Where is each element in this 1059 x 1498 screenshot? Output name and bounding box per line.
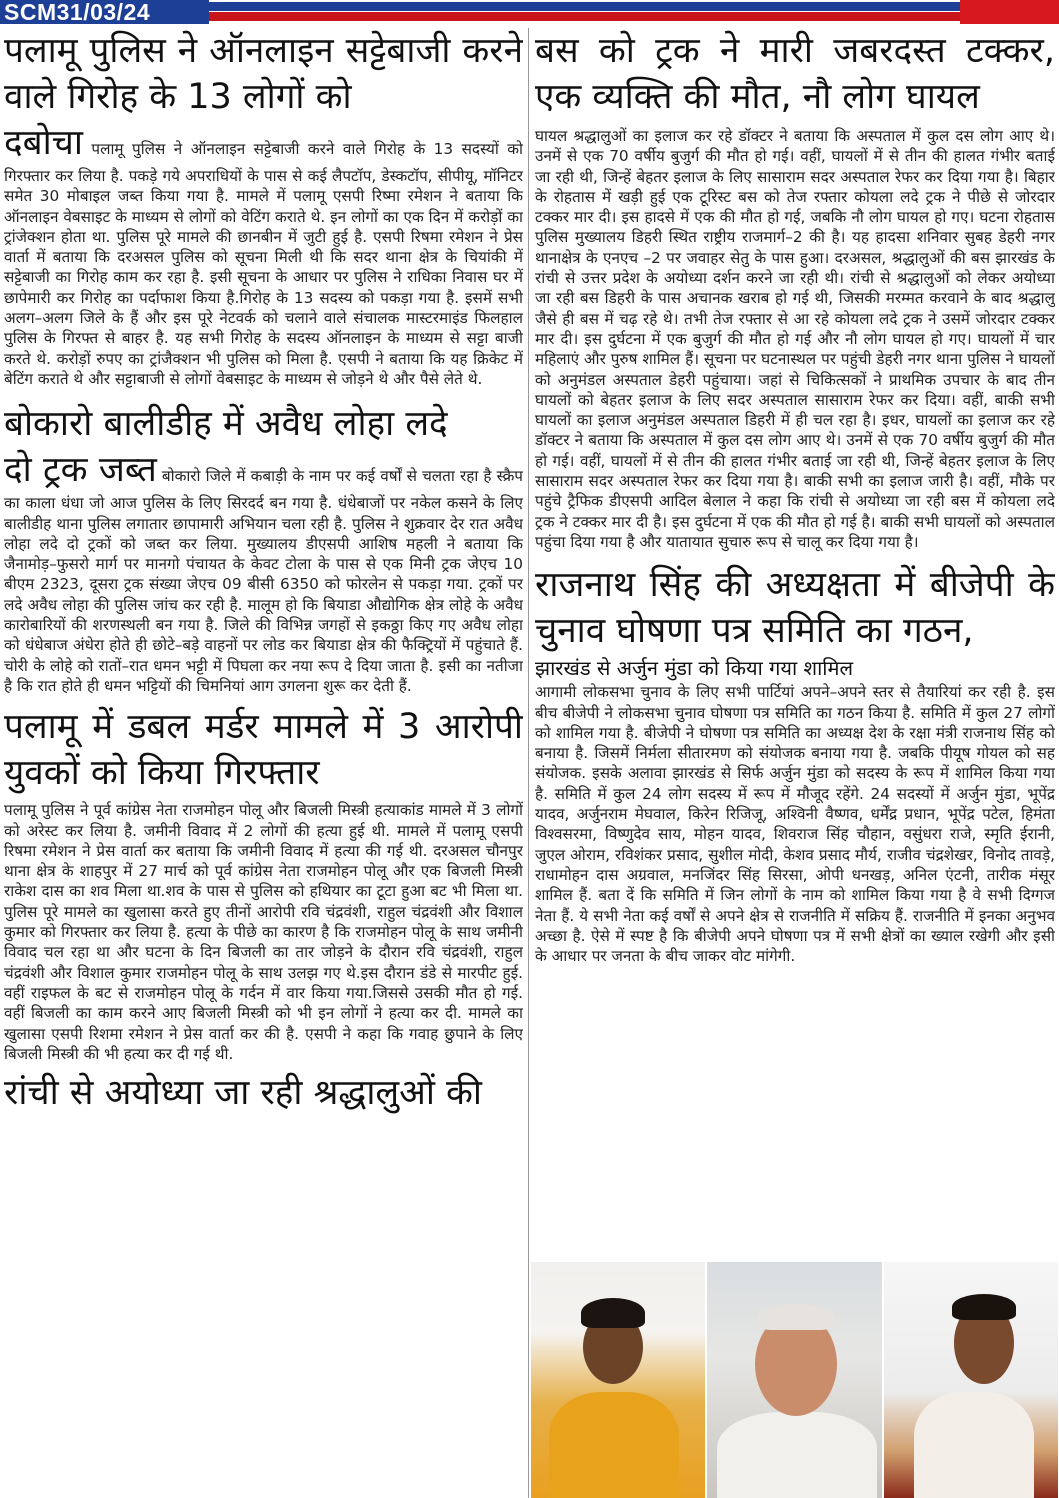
left-column	[4, 28, 523, 1498]
article-text: आगामी लोकसभा चुनाव के लिए सभी पार्टियां अपने–अपने स्तर से तैयारियां कर रही है. इस बीच बीजेपी ने लोकसभा चुनाव घोषणा पत्र समिति का गठन किया है. समिति में कुल 27 लोगों को शामिल गया है. बीजेपी ने घोषणा पत्र समिति का अध्यक्ष देश के रक्षा मंत्री राजनाथ सिंह को बनाया है. जिसमें निर्मला सीतारमण को संयोजक बनाया गया है. जबकि पीयूष गोयल को सह संयोजक. इसके अलावा झारखंड से सिर्फ अर्जुन मुंडा को सदस्य के रूप में शामिल किया गया है. समिति में कुल 24 लोग सदस्य में रूप में मौजूद रहेंगे. 24 सदस्यों में अर्जुन मुंडा, भूपेंद्र यादव, अर्जुनराम मेघवाल, किरेन रिजिजू, अश्विनी वैष्णव, धर्मेंद्र प्रधान, भूपेंद्र पटेल, हिमंता विश्वसरमा, विष्णुदेव साय, मोहन यादव, शिवराज सिंह चौहान, वसुंधरा राजे, स्मृति ईरानी, जुएल ओराम, रविशंकर प्रसाद, सुशील मोदी, केशव प्रसाद मौर्य, राजीव चंद्रशेखर, विनोद तावड़े, राधामोहन दास अग्रवाल, मनजिंदर सिंह सिरसा, ओपी धनखड़, अनिल एंटनी, तारीक मंसूर शामिल हैं. बता दें कि समिति में जिन लोगों के नाम को शामिल किया गया है वे सभी दिग्गज नेता हैं. ये सभी नेता कई वर्षों से अपने क्षेत्र से राजनीति में सक्रिय हैं. राजनीति में इनका अनुभव अच्छा है. ऐसे में स्पष्ट है कि बीजेपी अपने घोषणा पत्र में सभी क्षेत्रों का ख्याल रखेगी और इसी के आधार पर जनता के बीच जाकर वोट मांगेगी.	[535, 683, 1055, 966]
headline-tail: दबोचा	[4, 123, 83, 163]
headline: रांची से अयोध्या जा रही श्रद्धालुओं की	[4, 1073, 482, 1114]
masthead-bar	[0, 0, 1059, 26]
article-palamu-murder	[4, 704, 523, 1064]
photo-leader-2	[707, 1262, 881, 1498]
article-text: पलामू पुलिस ने पूर्व कांग्रेस नेता राजमोहन पोलू और बिजली मिस्त्री हत्याकांड मामले में 3 लोगों को अरेस्ट कर लिया है. जमीनी विवाद में 2 लोगों की हत्या हुई थी. मामले में पलामू एसपी रिषमा रमेशन ने प्रेस वार्ता कर बताया कि जमीनी विवाद में हत्या की गई थी. दरअसल चौनपुर थाना क्षेत्र के शाहपुर में 27 मार्च को पूर्व कांग्रेस नेता राजमोहन पोलू और एक बिजली मिस्त्री राकेश दास का शव मिला था.शव के पास से पुलिस को हथियार का टूटा हुआ बट भी मिला था. पुलिस पूरे मामले का खुलासा करते हुए तीनों आरोपी रवि चंद्रवंशी, राहुल चंद्रवंशी और विशाल कुमार को गिरफ्तार कर लिया है. हत्या के पीछे का कारण है कि राजमोहन पोलू के साथ जमीनी विवाद चल रहा था और घटना के दिन बिजली का तार जोड़ने के दौरान रवि चंद्रवंशी, राहुल चंद्रवंशी और विशाल कुमार राजमोहन पोलू के साथ उलझ गए थे.इस दौरान डंडे से मारपीट हुई. वहीं राइफल के बट से राजमोहन पोलू के गर्दन में वार किया गया.जिससे उसकी मौत हो गई. वहीं बिजली का काम करने आए बिजली मिस्त्री को भी इन लोगों ने हत्या कर दी. मामले का खुलासा एसपी रिशमा रमेशन ने प्रेस वार्ता कर की है. एसपी ने कहा कि गवाह छुपाने के लिए बिजली मिस्त्री की भी हत्या कर दी गई थी.	[4, 801, 523, 1063]
photo-hair	[952, 1294, 1016, 1320]
article-body	[4, 447, 523, 696]
masthead-brand-date: SCM31/03/24	[0, 0, 209, 24]
column-divider	[528, 28, 529, 1498]
article-text: पलामू पुलिस ने ऑनलाइन सट्टेबाजी करने वाले गिरोह के 13 सदस्यों को गिरफ्तार कर लिया है. पकड़े गये अपराधियों के पास से कई लैपटॉप, डेस्कटॉप, सीपीयू, मॉनिटर समेत 30 मोबाइल जब्त किया गया है. मामले में पलामू एसपी रिष्मा रमेशन ने बताया कि ऑनलाइन वेबसाइट के माध्यम से लोगों को वेटिंग कराते थे. इन लोगों का एक दिन में करोड़ों का ट्रांजेक्शन होता था. पुलिस पूरे मामले की छानबीन में जुटी हुई है. एसपी रिषमा रमेशन ने प्रेस वार्ता में बताया कि दरअसल पुलिस को सूचना मिली थी कि सदर थाना क्षेत्र के चियांकी में सट्टेबाजी का गिरोह काम कर रहा है. इसी सूचना के आधार पर पुलिस ने राधिका निवास घर में छापेमारी कर गिरोह का पर्दाफाश किया है.गिरोह के 13 सदस्य को पकड़ा गया है. इसमें सभी अलग–अलग जिले के हैं और इस पूरे नेटवर्क को चलाने वाले संचालक मास्टरमाइंड फिलहाल पुलिस के गिरफ्त से बाहर है. यह सभी गिरोह के सदस्य ऑनलाइन के माध्यम से सट्टा बाजी करते थे. करोड़ों रुपए का ट्रांजैक्शन भी पुलिस को मिला है. एसपी ने बताया कि यह क्रिकेट में बेटिंग कराते थे और सट्टाबाजी से लोगों वेबसाइट के माध्यम से जोड़ने थे और पैसे लेते थे.	[4, 140, 523, 388]
article-text: घायल श्रद्धालुओं का इलाज कर रहे डॉक्टर ने बताया कि अस्पताल में कुल दस लोग आए थे। उनमें से एक 70 वर्षीय बुजुर्ग की मौत हो गई। वहीं, घायलों में से तीन की हालत गंभीर बताई जा रही थी, जिन्हें बेहतर इलाज के लिए सासाराम सदर अस्पताल रेफर कर दिया गया है। बिहार के रोहतास में खड़ी हुई एक टूरिस्ट बस को तेज रफ्तार कोयला लदे ट्रक ने पीछे से जोरदार टक्कर मार दी। इस हादसे में एक की मौत हो गई, जबकि नौ लोग घायल हो गए। घटना रोहतास पुलिस मुख्यालय डिहरी स्थित राष्ट्रीय राजमार्ग–2 की है। यह हादसा शनिवार सुबह डेहरी नगर थानाक्षेत्र के एनएच –2 पर जवाहर सेतु के पास हुआ। दरअसल, श्रद्धालुओं की बस झारखंड के रांची से उत्तर प्रदेश के अयोध्या दर्शन करने जा रही थी। रांची से श्रद्धालुओं को लेकर अयोध्या जा रही बस डिहरी के पास अचानक खराब हो गई थी, जिसकी मरम्मत करवाने के बाद श्रद्धालु जैसे ही बस में चढ़ रहे थे। तभी तेज रफ्तार से आ रहे कोयला लदे ट्रक ने उसमें जोरदार टक्कर मार दी। इस दुर्घटना में एक बुजुर्ग की मौत हो गई और नौ लोग घायल हो गए। घायलों में चार महिलाएं और पुरुष शामिल हैं। सूचना पर घटनास्थल पर पहुंची डेहरी नगर थाना पुलिस ने घायलों को अनुमंडल अस्पताल डेहरी पहुंचाया। जहां से चिकित्सकों ने प्राथमिक उपचार के बाद तीन घायलों को बेहतर इलाज के लिए सदर अस्पताल सासाराम रेफर कर दिया। वहीं, बाकी सभी घायलों का इलाज अनुमंडल अस्पताल डिहरी में ही चल रहा है। इधर, घायलों का इलाज कर रहे डॉक्टर ने बताया कि अस्पताल में कुल दस लोग आए थे। उनमें से एक 70 वर्षीय बुजुर्ग की मौत हो गई। वहीं, घायलों में से तीन की हालत गंभीर बताई जा रही थी, जिन्हें बेहतर इलाज के लिए सासाराम सदर अस्पताल रेफर कर दिया गया है। बाकी सभी का इलाज जारी है। वहीं, मौके पर पहुंचे ट्रैफिक डीएसपी आदिल बेलाल ने कहा कि रांची से अयोध्या जा रही बस में कोयला लदे ट्रक ने टक्कर मार दी है। इस दुर्घटना में एक की मौत हो गई है। बाकी सभी घायलों को अस्पताल पहुंचा दिया गया है और यातायात सुचारु रूप से चालू कर दिया गया है।	[535, 127, 1055, 551]
headline: पलामू पुलिस ने ऑनलाइन सट्टेबाजी करने वाले गिरोह के 13 लोगों को	[4, 31, 523, 117]
photo-hair	[581, 1298, 645, 1328]
headline: पलामू में डबल मर्डर मामले में 3 आरोपी युवकों को किया गिरफ्तार	[4, 707, 523, 794]
article-text: बोकारो जिले में कबाड़ी के नाम पर कई वर्षों से चलता रहा है स्क्रैप का काला धंधा जो आज पुलिस के लिए सिरदर्द बन गया है. धंधेबाजों पर नकेल कसने के लिए बालीडीह थाना पुलिस लगातार छापामारी अभियान चला रही है. पुलिस ने शुक्रवार देर रात अवैध लोहा लदे दो ट्रकों को जब्त कर लिया. मुख्यालय डीएसपी आशिष महली ने बताया कि जैनामोड़–फुसरो मार्ग पर मानगो पंचायत के केवट टोला के पास से एक मिनी ट्रक जेएच 10 बीएम 2323, दूसरा ट्रक संख्या जेएच 09 बीसी 6350 को फोरलेन से पकड़ा गया. ट्रकों पर लदे अवैध लोहा की पुलिस जांच कर रही है. मालूम हो कि बियाडा औद्योगिक क्षेत्र लोहे के अवैध कारोबारियों की शरणस्थली बन गया है. जिले की विभिन्न जगहों से इकठ्ठा किए गए अवैध लोहा को धंधेबाज अंधेरा होते ही छोटे–बड़े वाहनों पर लोड कर बियाडा क्षेत्र की फैक्ट्रियों में पहुंचाते हैं. चोरी के लोहे को रातों–रात धमन भट्टी में पिघला कर नया रूप दे दिया जाता है. इसी का नतीजा है कि रात होते ही धमन भट्टियों की चिमनियां आग उगलना शुरू कर देती हैं.	[4, 467, 523, 695]
article-bus-accident-start	[4, 1070, 523, 1116]
article-bjp-manifesto	[535, 562, 1055, 966]
photo-figure	[549, 1392, 679, 1498]
article-palamu-betting	[4, 28, 523, 389]
article-body	[4, 120, 523, 389]
photo-hair	[757, 1304, 835, 1330]
headline: बोकारो बालीडीह में अवैध लोहा लदे	[4, 404, 448, 445]
masthead-red-block	[960, 0, 1059, 24]
photo-leader-3	[884, 1262, 1058, 1498]
masthead-red-stripe	[205, 12, 1059, 21]
photo-figure	[914, 1392, 1034, 1498]
photo-leader-1	[531, 1262, 705, 1498]
article-bus-accident	[535, 28, 1055, 552]
headline-tail: दो ट्रक जब्त	[4, 450, 157, 491]
masthead-blue-stripe	[205, 2, 1059, 11]
photo-figure	[717, 1412, 877, 1498]
leaders-photo-strip	[531, 1262, 1058, 1498]
headline-continued: बस को ट्रक ने मारी जबरदस्त टक्कर, एक व्यक्ति की मौत, नौ लोग घायल	[535, 31, 1055, 117]
subheadline: झारखंड से अर्जुन मुंडा को किया गया शामिल	[535, 656, 854, 681]
article-bokaro-iron	[4, 401, 523, 696]
headline: राजनाथ सिंह की अध्यक्षता में बीजेपी के चुनाव घोषणा पत्र समिति का गठन,	[535, 565, 1055, 652]
